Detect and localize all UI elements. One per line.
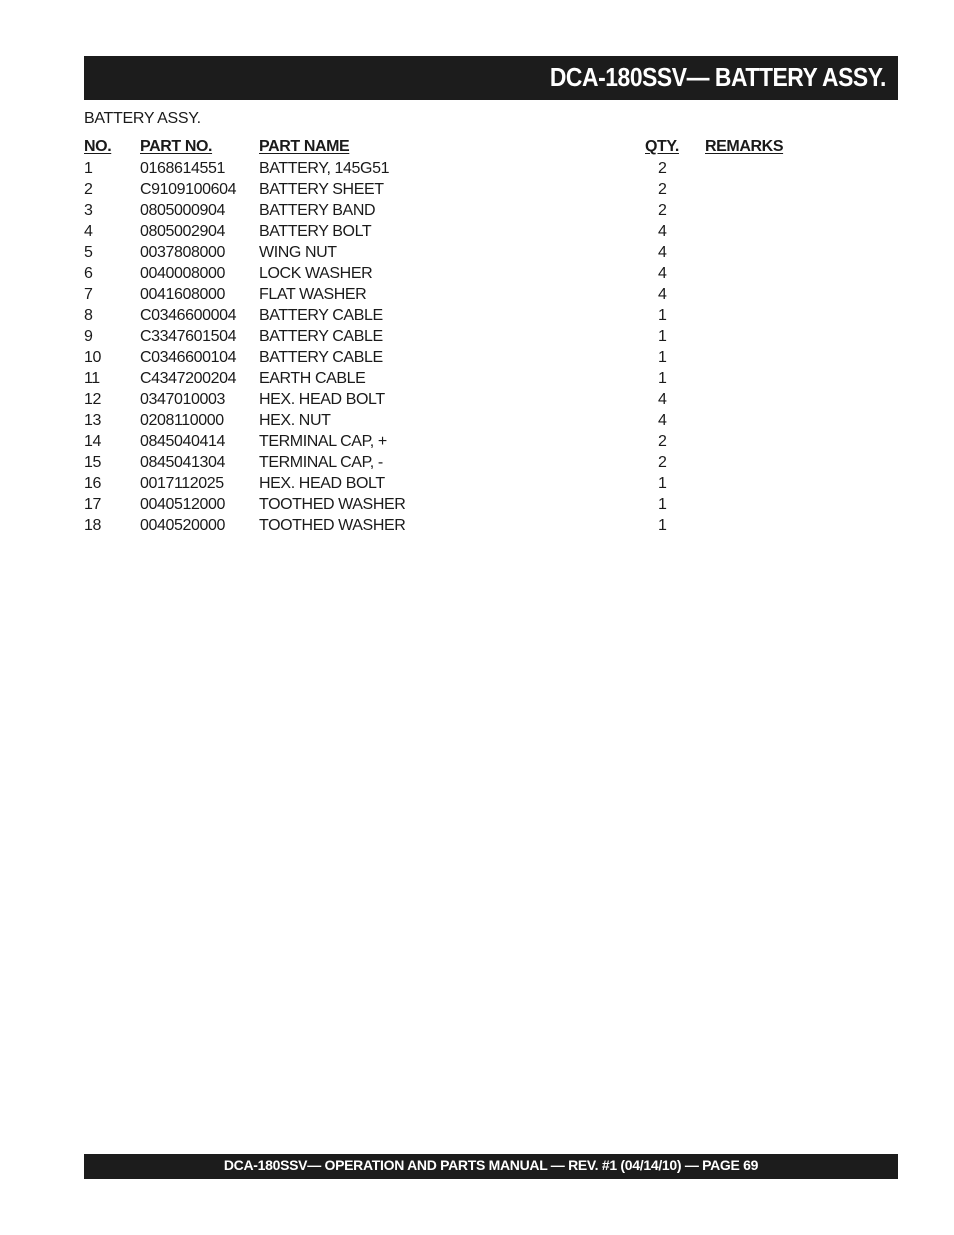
table-row [84, 242, 804, 263]
row-part-no: 0208110000 [140, 412, 224, 429]
row-no: 3 [84, 202, 93, 219]
row-qty: 4 [658, 244, 667, 261]
row-part-name: EARTH CABLE [259, 370, 366, 387]
row-no: 15 [84, 454, 101, 471]
row-part-name: BATTERY SHEET [259, 181, 384, 198]
row-no: 1 [84, 160, 93, 177]
table-body [84, 158, 804, 536]
row-qty: 4 [658, 412, 667, 429]
row-part-name: FLAT WASHER [259, 286, 367, 303]
table-row [84, 200, 804, 221]
row-qty: 1 [658, 307, 667, 324]
row-part-name: LOCK WASHER [259, 265, 373, 282]
row-qty: 2 [658, 202, 667, 219]
row-part-no: 0845040414 [140, 433, 225, 450]
row-no: 16 [84, 475, 101, 492]
row-no: 10 [84, 349, 101, 366]
column-header-no: NO. [84, 138, 112, 155]
row-no: 2 [84, 181, 93, 198]
row-part-name: HEX. HEAD BOLT [259, 475, 385, 492]
row-part-name: TOOTHED WASHER [259, 517, 406, 534]
table-row [84, 263, 804, 284]
row-qty: 1 [658, 475, 667, 492]
column-header-part-no: PART NO. [140, 138, 213, 155]
row-part-no: 0347010003 [140, 391, 225, 408]
column-header-part-name: PART NAME [259, 138, 350, 155]
row-no: 17 [84, 496, 101, 513]
row-no: 4 [84, 223, 93, 240]
row-part-no: 0017112025 [140, 475, 224, 492]
row-no: 18 [84, 517, 101, 534]
table-row [84, 452, 804, 473]
row-part-no: C0346600104 [140, 349, 237, 366]
row-part-no: 0037808000 [140, 244, 225, 261]
section-label: BATTERY ASSY. [84, 110, 201, 127]
row-part-name: TERMINAL CAP, - [259, 454, 383, 471]
table-row [84, 305, 804, 326]
row-qty: 1 [658, 517, 667, 534]
row-qty: 4 [658, 391, 667, 408]
table-row [84, 326, 804, 347]
row-part-no: C3347601504 [140, 328, 237, 345]
row-qty: 2 [658, 433, 667, 450]
row-part-name: TERMINAL CAP, + [259, 433, 387, 450]
table-row [84, 389, 804, 410]
column-header-qty: QTY. [645, 138, 679, 155]
row-part-no: 0041608000 [140, 286, 225, 303]
row-part-no: 0040512000 [140, 496, 225, 513]
row-qty: 4 [658, 223, 667, 240]
row-part-no: 0845041304 [140, 454, 225, 471]
row-qty: 2 [658, 181, 667, 198]
row-no: 5 [84, 244, 93, 261]
row-part-no: 0040008000 [140, 265, 225, 282]
table-header-row [84, 136, 804, 158]
row-no: 9 [84, 328, 93, 345]
row-part-name: BATTERY CABLE [259, 349, 383, 366]
table-row [84, 221, 804, 242]
row-part-name: BATTERY, 145G51 [259, 160, 390, 177]
row-qty: 4 [658, 286, 667, 303]
row-part-name: TOOTHED WASHER [259, 496, 406, 513]
row-part-no: C0346600004 [140, 307, 237, 324]
row-qty: 1 [658, 349, 667, 366]
table-row [84, 494, 804, 515]
row-part-name: BATTERY BOLT [259, 223, 372, 240]
table-row [84, 368, 804, 389]
table-row [84, 158, 804, 179]
row-no: 13 [84, 412, 101, 429]
table-row [84, 515, 804, 536]
column-header-remarks: REMARKS [705, 138, 784, 155]
row-part-name: WING NUT [259, 244, 337, 261]
row-part-no: 0168614551 [140, 160, 225, 177]
row-part-no: 0805000904 [140, 202, 225, 219]
row-part-no: 0805002904 [140, 223, 225, 240]
table-row [84, 473, 804, 494]
table-row [84, 431, 804, 452]
page-footer-text: DCA-180SSV— OPERATION AND PARTS MANUAL — REV. #1 (04/14/10) — PAGE 69 [223, 1157, 759, 1173]
row-no: 11 [84, 370, 100, 387]
row-qty: 1 [658, 496, 667, 513]
page-footer-bar [84, 1154, 898, 1179]
page-title: DCA-180SSV— BATTERY ASSY. [549, 62, 886, 92]
row-part-no: C9109100604 [140, 181, 237, 198]
row-part-no: C4347200204 [140, 370, 237, 387]
row-part-no: 0040520000 [140, 517, 225, 534]
row-no: 8 [84, 307, 93, 324]
row-part-name: BATTERY CABLE [259, 307, 383, 324]
page-header-bar [84, 56, 898, 100]
table-row [84, 347, 804, 368]
row-no: 6 [84, 265, 93, 282]
table-row [84, 284, 804, 305]
row-no: 7 [84, 286, 93, 303]
row-part-name: BATTERY CABLE [259, 328, 383, 345]
row-qty: 4 [658, 265, 667, 282]
table-row [84, 179, 804, 200]
row-qty: 1 [658, 328, 667, 345]
table-row [84, 410, 804, 431]
row-part-name: HEX. HEAD BOLT [259, 391, 385, 408]
row-no: 14 [84, 433, 101, 450]
parts-table [84, 136, 804, 536]
row-qty: 2 [658, 160, 667, 177]
row-qty: 2 [658, 454, 667, 471]
row-part-name: BATTERY BAND [259, 202, 376, 219]
row-part-name: HEX. NUT [259, 412, 331, 429]
row-no: 12 [84, 391, 101, 408]
row-qty: 1 [658, 370, 667, 387]
